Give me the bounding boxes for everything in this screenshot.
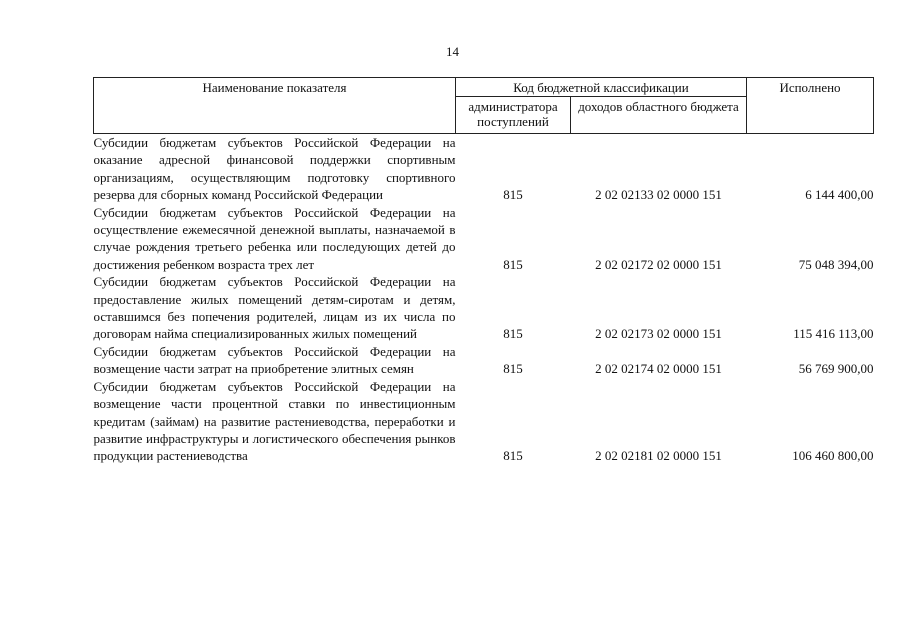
row-executed-amount: 115 416 113,00 (793, 326, 874, 342)
row-executed-amount: 6 144 400,00 (805, 187, 874, 203)
page-number: 14 (446, 44, 459, 59)
row-indicator-name: Субсидии бюджетам субъектов Российской Федерации на осуществление ежемесячной денежной выплаты, назначаемой в случае рождения третьего ребенка или последующих детей до достижения ребенком возраста трех лет (93, 204, 456, 272)
row-administrator-code: 815 (503, 187, 523, 203)
table-row (94, 343, 874, 378)
table-row (94, 378, 874, 465)
table-row (94, 273, 874, 343)
row-administrator-code: 815 (503, 326, 523, 342)
row-executed-amount: 106 460 800,00 (792, 448, 874, 464)
row-indicator-name: Субсидии бюджетам субъектов Российской Федерации на возмещение части процентной ставки по инвестиционным кредитам (займам) на развитие растениеводства, переработки и развитие инфраструктуры и логистического обеспечения рынков продукции растениеводства (93, 378, 456, 464)
table-header (94, 78, 874, 134)
header-budget-classification-code: Код бюджетной классификации (456, 78, 747, 97)
row-indicator-name: Субсидии бюджетам субъектов Российской Федерации на возмещение части затрат на приобретение элитных семян (93, 343, 456, 377)
row-income-code: 2 02 02172 02 0000 151 (595, 256, 722, 272)
row-administrator-code: 815 (503, 361, 523, 377)
row-income-code: 2 02 02174 02 0000 151 (595, 361, 722, 377)
row-executed-amount: 56 769 900,00 (798, 361, 874, 377)
header-administrator: администратора поступлений (456, 97, 571, 134)
header-executed: Исполнено (747, 78, 874, 134)
row-indicator-name: Субсидии бюджетам субъектов Российской Федерации на предоставление жилых помещений детям-сиротам и детям, оставшимся без попечения родителей, лицам из их числа по договорам найма специализированных жилых помещений (93, 274, 456, 342)
table-row (94, 134, 874, 204)
row-income-code: 2 02 02181 02 0000 151 (595, 448, 722, 464)
row-income-code: 2 02 02133 02 0000 151 (595, 187, 722, 203)
row-income-code: 2 02 02173 02 0000 151 (595, 326, 722, 342)
table-row (94, 204, 874, 274)
row-indicator-name: Субсидии бюджетам субъектов Российской Федерации на оказание адресной финансовой поддержки спортивным организациям, осуществляющим подготовку спортивного резерва для сборных команд Российской Федерации (93, 135, 456, 203)
header-regional-income: доходов областного бюджета (571, 97, 747, 134)
row-administrator-code: 815 (503, 256, 523, 272)
budget-table (93, 77, 874, 465)
row-executed-amount: 75 048 394,00 (798, 256, 874, 272)
row-administrator-code: 815 (503, 448, 523, 464)
header-indicator-name: Наименование показателя (94, 78, 456, 134)
